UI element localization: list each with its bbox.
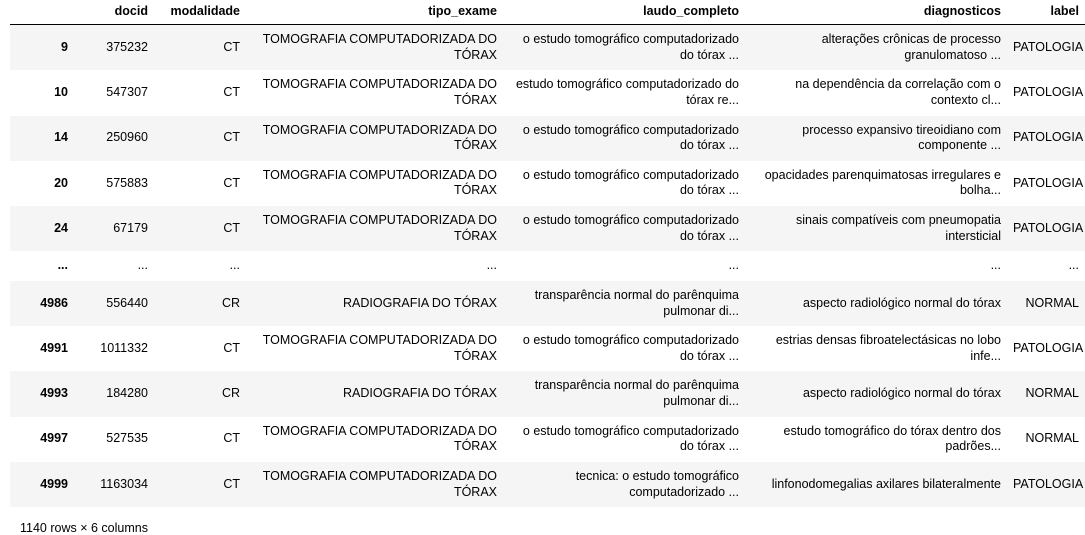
column-header-modalidade: modalidade xyxy=(154,0,246,25)
cell-index: 4986 xyxy=(10,281,74,326)
cell-laudo-completo: o estudo tomográfico computadorizado do tórax ... xyxy=(503,326,745,371)
cell-laudo-completo: transparência normal do parênquima pulmonar di... xyxy=(503,371,745,416)
cell-docid: 67179 xyxy=(74,206,154,251)
cell-docid: 575883 xyxy=(74,161,154,206)
cell-modalidade: CT xyxy=(154,116,246,161)
header-row xyxy=(10,0,1085,25)
cell-modalidade: CT xyxy=(154,462,246,507)
cell-docid: 527535 xyxy=(74,417,154,462)
cell-diagnosticos: estrias densas fibroatelectásicas no lobo infe... xyxy=(745,326,1007,371)
cell-docid: 547307 xyxy=(74,70,154,115)
cell-label: PATOLOGIA xyxy=(1007,70,1085,115)
cell-docid: 1011332 xyxy=(74,326,154,371)
cell-tipo-exame: TOMOGRAFIA COMPUTADORIZADA DO TÓRAX xyxy=(246,326,503,371)
cell-index: 4999 xyxy=(10,462,74,507)
table-row xyxy=(10,417,1085,462)
cell-label: PATOLOGIA xyxy=(1007,206,1085,251)
dataframe-shape-footer: 1140 rows × 6 columns xyxy=(20,521,148,535)
cell-modalidade: CT xyxy=(154,161,246,206)
cell-label: PATOLOGIA xyxy=(1007,161,1085,206)
cell-tipo-exame: TOMOGRAFIA COMPUTADORIZADA DO TÓRAX xyxy=(246,70,503,115)
cell-modalidade: ... xyxy=(154,251,246,281)
table-row xyxy=(10,281,1085,326)
cell-index: 24 xyxy=(10,206,74,251)
cell-label: PATOLOGIA xyxy=(1007,25,1085,71)
cell-tipo-exame: ... xyxy=(246,251,503,281)
cell-docid: 250960 xyxy=(74,116,154,161)
column-header-index xyxy=(10,0,74,25)
cell-diagnosticos: estudo tomográfico do tórax dentro dos padrões... xyxy=(745,417,1007,462)
column-header-label: label xyxy=(1007,0,1085,25)
cell-tipo-exame: TOMOGRAFIA COMPUTADORIZADA DO TÓRAX xyxy=(246,462,503,507)
table-row xyxy=(10,462,1085,507)
cell-label: PATOLOGIA xyxy=(1007,116,1085,161)
column-header-tipo-exame: tipo_exame xyxy=(246,0,503,25)
cell-modalidade: CT xyxy=(154,206,246,251)
table-row xyxy=(10,206,1085,251)
table-row xyxy=(10,25,1085,71)
cell-tipo-exame: TOMOGRAFIA COMPUTADORIZADA DO TÓRAX xyxy=(246,417,503,462)
cell-tipo-exame: TOMOGRAFIA COMPUTADORIZADA DO TÓRAX xyxy=(246,206,503,251)
cell-diagnosticos: alterações crônicas de processo granulomatoso ... xyxy=(745,25,1007,71)
cell-docid: 556440 xyxy=(74,281,154,326)
cell-modalidade: CT xyxy=(154,25,246,71)
cell-index: ... xyxy=(10,251,74,281)
column-header-docid: docid xyxy=(74,0,154,25)
cell-index: 10 xyxy=(10,70,74,115)
table-row xyxy=(10,116,1085,161)
cell-diagnosticos: ... xyxy=(745,251,1007,281)
cell-laudo-completo: o estudo tomográfico computadorizado do tórax ... xyxy=(503,417,745,462)
cell-tipo-exame: RADIOGRAFIA DO TÓRAX xyxy=(246,371,503,416)
table-header xyxy=(10,0,1085,25)
cell-label: ... xyxy=(1007,251,1085,281)
table-row xyxy=(10,326,1085,371)
table-row xyxy=(10,161,1085,206)
cell-tipo-exame: TOMOGRAFIA COMPUTADORIZADA DO TÓRAX xyxy=(246,116,503,161)
cell-docid: 1163034 xyxy=(74,462,154,507)
cell-laudo-completo: o estudo tomográfico computadorizado do tórax ... xyxy=(503,161,745,206)
cell-label: PATOLOGIA xyxy=(1007,462,1085,507)
cell-laudo-completo: o estudo tomográfico computadorizado do tórax ... xyxy=(503,25,745,71)
column-header-laudo-completo: laudo_completo xyxy=(503,0,745,25)
cell-tipo-exame: RADIOGRAFIA DO TÓRAX xyxy=(246,281,503,326)
dataframe-table xyxy=(10,0,1085,507)
cell-index: 14 xyxy=(10,116,74,161)
column-header-diagnosticos: diagnosticos xyxy=(745,0,1007,25)
cell-modalidade: CR xyxy=(154,281,246,326)
cell-index: 4993 xyxy=(10,371,74,416)
cell-label: NORMAL xyxy=(1007,371,1085,416)
table-row xyxy=(10,70,1085,115)
cell-laudo-completo: o estudo tomográfico computadorizado do tórax ... xyxy=(503,116,745,161)
cell-diagnosticos: opacidades parenquimatosas irregulares e bolha... xyxy=(745,161,1007,206)
cell-index: 9 xyxy=(10,25,74,71)
cell-laudo-completo: tecnica: o estudo tomográfico computadorizado ... xyxy=(503,462,745,507)
cell-tipo-exame: TOMOGRAFIA COMPUTADORIZADA DO TÓRAX xyxy=(246,25,503,71)
cell-index: 4991 xyxy=(10,326,74,371)
cell-laudo-completo: estudo tomográfico computadorizado do tórax re... xyxy=(503,70,745,115)
cell-diagnosticos: na dependência da correlação com o contexto cl... xyxy=(745,70,1007,115)
cell-label: PATOLOGIA xyxy=(1007,326,1085,371)
cell-diagnosticos: linfonodomegalias axilares bilateralmente xyxy=(745,462,1007,507)
cell-diagnosticos: aspecto radiológico normal do tórax xyxy=(745,281,1007,326)
cell-modalidade: CR xyxy=(154,371,246,416)
cell-index: 20 xyxy=(10,161,74,206)
table-row xyxy=(10,371,1085,416)
cell-laudo-completo: transparência normal do parênquima pulmonar di... xyxy=(503,281,745,326)
cell-modalidade: CT xyxy=(154,326,246,371)
cell-docid: ... xyxy=(74,251,154,281)
cell-label: NORMAL xyxy=(1007,417,1085,462)
cell-tipo-exame: TOMOGRAFIA COMPUTADORIZADA DO TÓRAX xyxy=(246,161,503,206)
cell-laudo-completo: ... xyxy=(503,251,745,281)
cell-diagnosticos: aspecto radiológico normal do tórax xyxy=(745,371,1007,416)
table-row-ellipsis xyxy=(10,251,1085,281)
cell-docid: 184280 xyxy=(74,371,154,416)
cell-modalidade: CT xyxy=(154,417,246,462)
cell-diagnosticos: processo expansivo tireoidiano com componente ... xyxy=(745,116,1007,161)
cell-diagnosticos: sinais compatíveis com pneumopatia intersticial xyxy=(745,206,1007,251)
cell-docid: 375232 xyxy=(74,25,154,71)
cell-modalidade: CT xyxy=(154,70,246,115)
cell-index: 4997 xyxy=(10,417,74,462)
cell-label: NORMAL xyxy=(1007,281,1085,326)
cell-laudo-completo: o estudo tomográfico computadorizado do tórax ... xyxy=(503,206,745,251)
table-body xyxy=(10,25,1085,508)
